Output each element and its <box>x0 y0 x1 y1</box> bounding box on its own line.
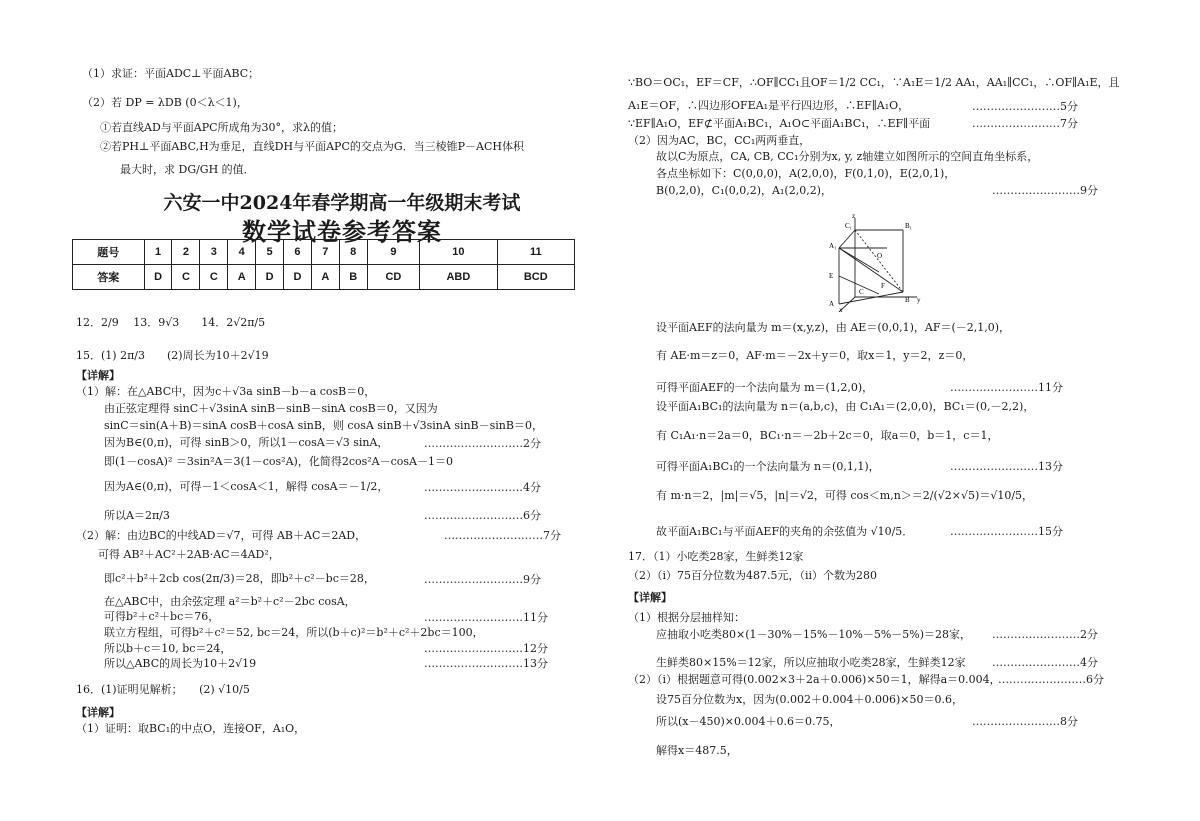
table-number: 9 <box>367 240 420 265</box>
solution-line: 即c²＋b²＋2cb cos(2π/3)＝28，即b²＋c²－bc＝28， <box>104 572 375 585</box>
solution-line: （1）证明：取BC₁的中点O，连接OF，A₁O， <box>76 722 306 735</box>
label-c1: C₁ <box>845 222 853 230</box>
question-part-2a: ①若直线AD与平面APC所成角为30°，求λ的值； <box>100 121 343 134</box>
solution-line: 因为B∈(0,π)，可得 sinB＞0，所以1－cosA＝√3 sinA， <box>104 436 389 449</box>
solution-line: ∵EF∥A₁O，EF⊄平面A₁BC₁，A₁O⊂平面A₁BC₁，∴EF∥平面 <box>628 117 931 130</box>
detail-heading: 【详解】 <box>76 706 120 719</box>
table-answer: ABD <box>420 265 497 290</box>
solution-line: 设平面AEF的法向量为 m＝(x,y,z)，由 AE＝(0,0,1)，AF＝(－2,1,0)， <box>656 321 1011 334</box>
answer-table-answer-row <box>73 265 575 290</box>
solution-line: 因为A∈(0,π)，可得－1＜cosA＜1，解得 cosA＝－1/2， <box>104 480 389 493</box>
score-mark: ……………………5分 <box>972 100 1078 113</box>
solution-line: 各点坐标如下：C(0,0,0)，A(2,0,0)，F(0,1,0)，E(2,0,1)， <box>656 167 956 180</box>
score-mark: ………………………7分 <box>444 529 561 542</box>
score-mark: ………………………4分 <box>424 481 541 494</box>
table-number: 11 <box>497 240 574 265</box>
question-part-2b: ②若PH⊥平面ABC,H为垂足，直线DH与平面APC的交点为G．当三棱锥P－ACH体积 <box>100 140 524 153</box>
table-number: 3 <box>200 240 228 265</box>
solution-line: A₁E＝OF，∴四边形OFEA₁是平行四边形，∴EF∥A₁O， <box>628 99 910 112</box>
answer-table <box>72 239 575 290</box>
table-number: 8 <box>339 240 367 265</box>
solution-line: 有 AE·m＝z＝0，AF·m＝－2x＋y＝0，取x＝1，y＝2，z＝0， <box>656 349 974 362</box>
label-z: z <box>852 212 856 220</box>
score-mark: ……………………4分 <box>992 656 1098 669</box>
solution-line: 所以(x－450)×0.004＋0.6＝0.75， <box>656 715 841 728</box>
prism-segment <box>839 248 879 272</box>
score-mark: ……………………9分 <box>992 184 1098 197</box>
table-answer-label: 答案 <box>73 265 145 290</box>
table-number: 10 <box>420 240 497 265</box>
exam-title: 六安一中2024年春学期高一年级期末考试 <box>163 192 521 214</box>
prism-diagonal <box>839 248 903 292</box>
solution-line: 即(1－cosA)² ＝3sin²A＝3(1－cos²A)，化简得2cos²A－cosA－1＝0 <box>104 455 453 468</box>
solution-line: 可得平面A₁BC₁的一个法向量为 n＝(0,1,1)， <box>656 460 880 473</box>
solution-line: 故以C为原点，CA, CB, CC₁分别为x, y, z轴建立如图所示的空间直角坐标系， <box>656 150 1039 163</box>
solution-line: 由正弦定理得 sinC＋√3sinA sinB－sinB－sinA cosB＝0，又因为 <box>104 402 438 415</box>
label-x: x <box>839 306 843 312</box>
solution-line: 生鲜类80×15%＝12家，所以应抽取小吃类28家，生鲜类12家 <box>656 656 966 669</box>
answer-table-header-row <box>73 240 575 265</box>
score-mark: ……………………8分 <box>972 715 1078 728</box>
score-mark: ……………………7分 <box>972 117 1078 130</box>
score-mark: ………………………12分 <box>424 642 548 655</box>
question-part-1: （1）求证：平面ADC⊥平面ABC； <box>82 67 260 80</box>
score-mark: ………………………9分 <box>424 573 541 586</box>
table-answer: CD <box>367 265 420 290</box>
score-mark: ………………………6分 <box>424 509 541 522</box>
score-mark: ………………………11分 <box>424 611 548 624</box>
label-f: F <box>881 282 885 290</box>
table-answer: D <box>256 265 284 290</box>
answers-12-14: 12．2/9 13．9√3 14．2√2π/5 <box>76 316 266 329</box>
table-answer: BCD <box>497 265 574 290</box>
solution-line: （1）解：在△ABC中，因为c＋√3a sinB－b－a cosB＝0， <box>76 385 376 398</box>
table-number: 2 <box>172 240 200 265</box>
solution-line: 设平面A₁BC₁的法向量为 n＝(a,b,c)，由 C₁A₁＝(2,0,0)，BC₁＝(0,－2,2)， <box>656 400 1035 413</box>
answer-17-summary: 17．（1）小吃类28家，生鲜类12家 <box>628 550 804 563</box>
solution-line: 可得b²＋c²＋bc＝76， <box>104 610 220 623</box>
table-number: 6 <box>283 240 311 265</box>
detail-heading: 【详解】 <box>628 591 672 604</box>
score-mark: ………………………13分 <box>424 657 548 670</box>
table-answer: C <box>200 265 228 290</box>
score-mark: ……………………6分 <box>998 673 1104 686</box>
score-mark: ……………………2分 <box>992 628 1098 641</box>
solution-line: 可得平面AEF的一个法向量为 m＝(1,2,0)， <box>656 381 874 394</box>
solution-line: 所以b＋c＝10, bc＝24， <box>104 642 232 655</box>
table-answer: A <box>311 265 339 290</box>
label-e: E <box>829 272 834 280</box>
question-part-2: （2）若 DP = λDB (0＜λ＜1)， <box>82 96 248 109</box>
table-answer: D <box>283 265 311 290</box>
label-a1: A₁ <box>829 242 837 250</box>
solution-line: 联立方程组，可得b²＋c²＝52, bc＝24，所以(b＋c)²＝b²＋c²＋2bc＝100， <box>104 626 484 639</box>
table-answer: B <box>339 265 367 290</box>
answer-15-summary: 15．(1) 2π/3 (2)周长为10＋2√19 <box>76 349 269 362</box>
score-mark: ……………………11分 <box>950 381 1063 394</box>
solution-line: sinC＝sin(A＋B)＝sinA cosB＋cosA sinB，则 cosA sinB＋√3sinA sinB－sinB＝0， <box>104 419 543 432</box>
score-mark: ……………………13分 <box>950 460 1063 473</box>
prism-diagram <box>825 212 925 312</box>
prism-hidden-edge <box>855 230 903 292</box>
solution-line: 应抽取小吃类80×(1－30%－15%－10%－5%－5%)＝28家， <box>656 628 972 641</box>
solution-line: 有 C₁A₁·n＝2a＝0，BC₁·n＝－2b＋2c＝0，取a＝0，b＝1，c＝1， <box>656 429 999 442</box>
label-y: y <box>917 296 921 304</box>
score-mark: ……………………15分 <box>950 525 1063 538</box>
table-header-label: 题号 <box>73 240 145 265</box>
solution-line: 解得x＝487.5， <box>656 744 738 757</box>
label-b: B <box>905 296 910 304</box>
solution-line: ∵BO＝OC₁，EF＝CF，∴OF∥CC₁且OF＝1/2 CC₁，∵A₁E＝1/2 AA₁，AA₁∥CC₁，∴OF∥A₁E，且 <box>628 76 1120 89</box>
solution-line: 所以△ABC的周长为10＋2√19 <box>104 657 257 670</box>
solution-line: 有 m·n＝2，|m|＝√5，|n|＝√2，可得 cos＜m,n＞＝2/(√2×√5)＝√10/5， <box>656 489 1034 502</box>
table-answer: D <box>144 265 172 290</box>
exam-subtitle: 数学试卷参考答案 <box>242 217 442 246</box>
solution-line: （2）因为AC，BC，CC₁两两垂直， <box>628 134 811 147</box>
question-part-2c: 最大时，求 DG/GH 的值． <box>120 163 255 176</box>
label-b1: B₁ <box>905 222 913 230</box>
answer-17-summary: （2）（i）75百分位数为487.5元，（ii）个数为280 <box>628 569 878 582</box>
score-mark: ………………………2分 <box>424 437 541 450</box>
solution-line: （1）根据分层抽样知： <box>628 611 745 624</box>
table-number: 1 <box>144 240 172 265</box>
solution-line: （2）（i）根据题意可得(0.002×3＋2a＋0.006)×50＝1，解得a＝0.004， <box>628 673 1001 686</box>
solution-line: 设75百分位数为x，因为(0.002＋0.004＋0.006)×50＝0.6， <box>656 693 963 706</box>
table-answer: C <box>172 265 200 290</box>
coordinate-prism-figure <box>825 212 925 312</box>
table-number: 5 <box>256 240 284 265</box>
label-c: C <box>859 288 864 296</box>
solution-line: 所以A＝2π/3 <box>104 509 170 522</box>
detail-heading: 【详解】 <box>76 369 120 382</box>
table-number: 7 <box>311 240 339 265</box>
answer-16-summary: 16．(1)证明见解析； (2) √10/5 <box>76 683 250 696</box>
table-number: 4 <box>228 240 256 265</box>
prism-edge <box>839 292 903 304</box>
prism-edge <box>839 230 855 248</box>
solution-line: 故平面A₁BC₁与平面AEF的夹角的余弦值为 √10/5． <box>656 525 914 538</box>
solution-line: （2）解：由边BC的中线AD＝√7，可得 AB＋AC＝2AD， <box>76 529 367 542</box>
table-answer: A <box>228 265 256 290</box>
solution-line: B(0,2,0)，C₁(0,0,2)，A₁(2,0,2)， <box>656 184 832 197</box>
label-o: O <box>877 252 883 260</box>
solution-line: 可得 AB²＋AC²＋2AB·AC＝4AD²， <box>98 548 280 561</box>
label-a: A <box>829 300 835 308</box>
solution-line: 在△ABC中，由余弦定理 a²＝b²＋c²－2bc cosA， <box>104 595 356 608</box>
